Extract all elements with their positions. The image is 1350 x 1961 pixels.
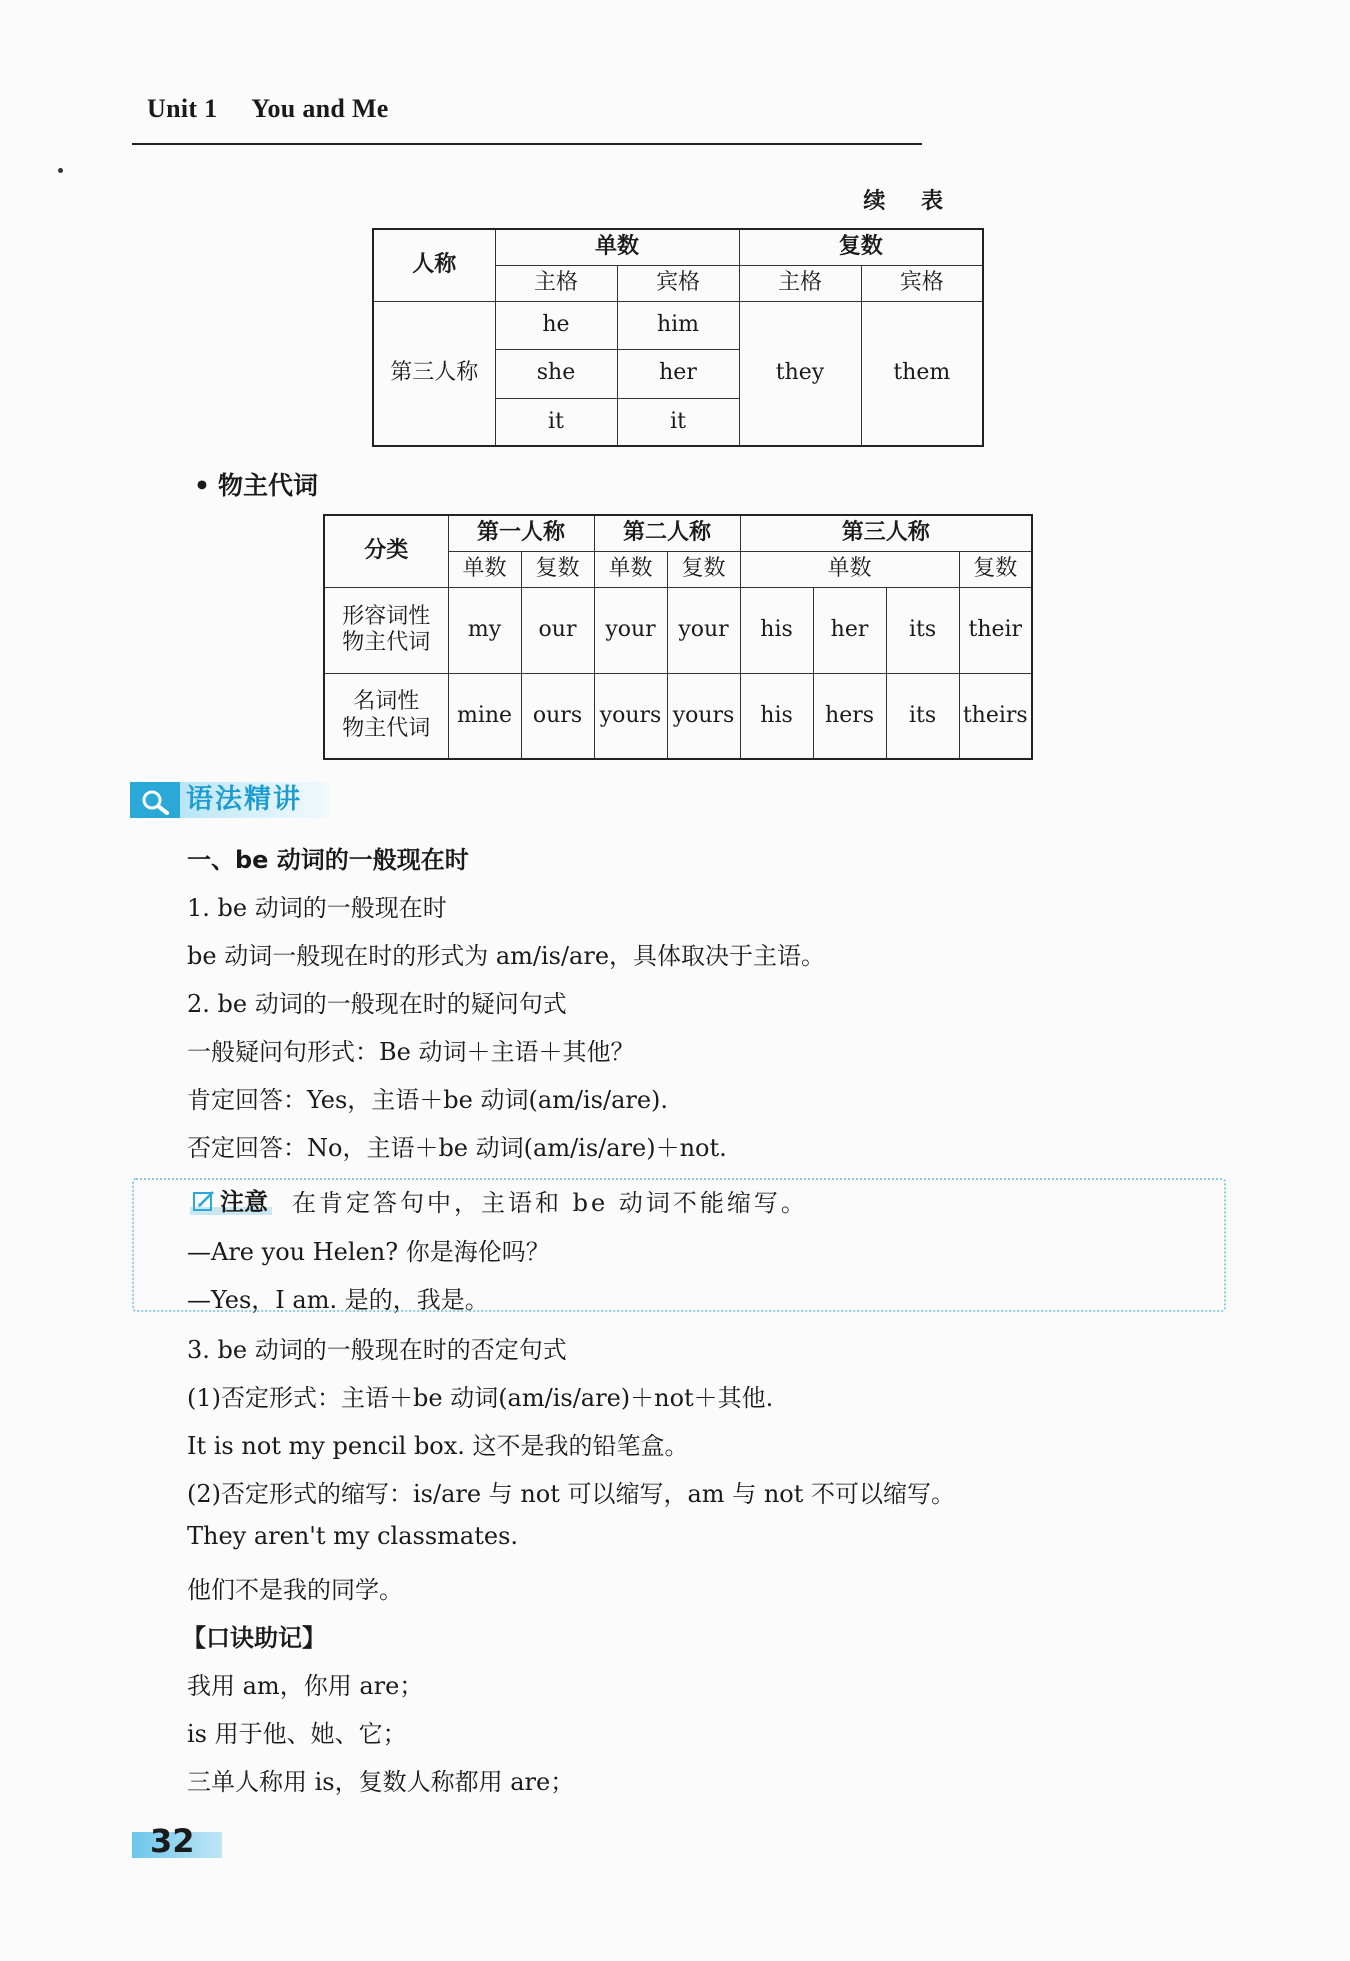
header-person: 人称 — [373, 229, 495, 301]
margin-dot — [58, 168, 63, 173]
row-label-adjective — [324, 587, 448, 673]
table-cell: he — [495, 301, 617, 349]
table-cell: our — [521, 587, 594, 673]
header-category: 分类 — [324, 515, 448, 587]
mnemonic-line: 三单人称用 is，复数人称都用 are； — [187, 1768, 575, 1796]
table-cell: yours — [594, 673, 667, 759]
note-text: 在肯定答句中，主语和 be 动词不能缩写。 — [292, 1189, 808, 1217]
possessive-pronoun-table — [323, 514, 1033, 760]
table-cell: his — [740, 587, 813, 673]
body-text: They aren't my classmates. — [187, 1522, 519, 1550]
header-plural: 复数 — [667, 551, 740, 587]
personal-pronoun-table — [372, 228, 984, 447]
body-text: It is not my pencil box. 这不是我的铅笔盒。 — [187, 1432, 689, 1460]
continued-label: 续 表 — [863, 189, 957, 214]
section-title: 语法精讲 — [186, 784, 302, 815]
mnemonic-line: is 用于他、她、它； — [187, 1720, 407, 1748]
body-text: 肯定回答：Yes，主语＋be 动词(am/is/are). — [187, 1086, 669, 1114]
magnifier-icon — [140, 789, 170, 815]
body-text: 一般疑问句形式：Be 动词＋主语＋其他？ — [187, 1038, 635, 1066]
mnemonic-title: 【口诀助记】 — [182, 1624, 326, 1652]
table-cell: her — [617, 349, 739, 398]
subheading-2: 2. be 动词的一般现在时的疑问句式 — [187, 990, 567, 1018]
table-cell: she — [495, 349, 617, 398]
row-label-line: 名词性 — [353, 689, 420, 715]
table-cell: him — [617, 301, 739, 349]
header-first-person: 第一人称 — [448, 515, 594, 551]
table-cell: it — [617, 398, 739, 446]
header-singular: 单数 — [740, 551, 959, 587]
banner-icon-box — [130, 782, 180, 818]
table-cell: your — [594, 587, 667, 673]
body-text: (1)否定形式：主语＋be 动词(am/is/are)＋not＋其他. — [187, 1384, 774, 1412]
table-cell: theirs — [959, 673, 1032, 759]
header-third-person: 第三人称 — [740, 515, 1032, 551]
body-text: (2)否定形式的缩写：is/are 与 not 可以缩写，am 与 not 不可以缩写。 — [187, 1480, 955, 1508]
header-second-person: 第二人称 — [594, 515, 740, 551]
page-header — [147, 94, 389, 124]
table-cell: hers — [813, 673, 886, 759]
table-cell: my — [448, 587, 521, 673]
possessive-title — [194, 466, 318, 502]
possessive-title-text: 物主代词 — [217, 471, 318, 500]
header-subj-plural: 主格 — [739, 265, 861, 301]
row-label-noun — [324, 673, 448, 759]
table-cell: yours — [667, 673, 740, 759]
table-cell: mine — [448, 673, 521, 759]
row-label-line: 物主代词 — [342, 715, 431, 741]
table-cell: his — [740, 673, 813, 759]
table-cell: its — [886, 587, 959, 673]
header-singular: 单数 — [448, 551, 521, 587]
header-plural: 复数 — [521, 551, 594, 587]
header-obj-singular: 宾格 — [617, 265, 739, 301]
table-cell: it — [495, 398, 617, 446]
note-pencil-icon — [193, 1190, 215, 1212]
header-subj-singular: 主格 — [495, 265, 617, 301]
header-singular: 单数 — [594, 551, 667, 587]
heading-be-present: 一、be 动词的一般现在时 — [187, 846, 469, 874]
body-text: 否定回答：No，主语＋be 动词(am/is/are)＋not. — [187, 1134, 727, 1162]
body-text: be 动词一般现在时的形式为 am/is/are，具体取决于主语。 — [187, 942, 826, 970]
header-obj-plural: 宾格 — [861, 265, 983, 301]
table-cell: their — [959, 587, 1032, 673]
note-example: —Are you Helen? 你是海伦吗？ — [187, 1238, 550, 1266]
page-number: 32 — [150, 1822, 195, 1860]
subheading-1: 1. be 动词的一般现在时 — [187, 894, 447, 922]
row-label-line: 物主代词 — [342, 630, 431, 655]
note-example: —Yes，I am. 是的，我是。 — [187, 1286, 489, 1314]
table-cell: them — [861, 301, 983, 446]
row-label-third-person: 第三人称 — [373, 301, 495, 446]
table-cell: its — [886, 673, 959, 759]
table-cell: they — [739, 301, 861, 446]
header-rule — [132, 143, 922, 145]
body-text: 他们不是我的同学。 — [187, 1576, 403, 1604]
row-label-line: 形容词性 — [342, 603, 431, 629]
mnemonic-line: 我用 am，你用 are； — [187, 1672, 424, 1700]
table-cell: ours — [521, 673, 594, 759]
table-cell: her — [813, 587, 886, 673]
note-label: 注意 — [220, 1182, 268, 1217]
section-banner — [130, 778, 330, 820]
bullet-icon: • — [194, 471, 210, 500]
unit-title: You and Me — [251, 94, 389, 123]
table-cell: your — [667, 587, 740, 673]
header-plural: 复数 — [959, 551, 1032, 587]
header-plural: 复数 — [739, 229, 983, 265]
subheading-3: 3. be 动词的一般现在时的否定句式 — [187, 1336, 567, 1364]
header-singular: 单数 — [495, 229, 739, 265]
unit-label: Unit 1 — [147, 94, 218, 123]
